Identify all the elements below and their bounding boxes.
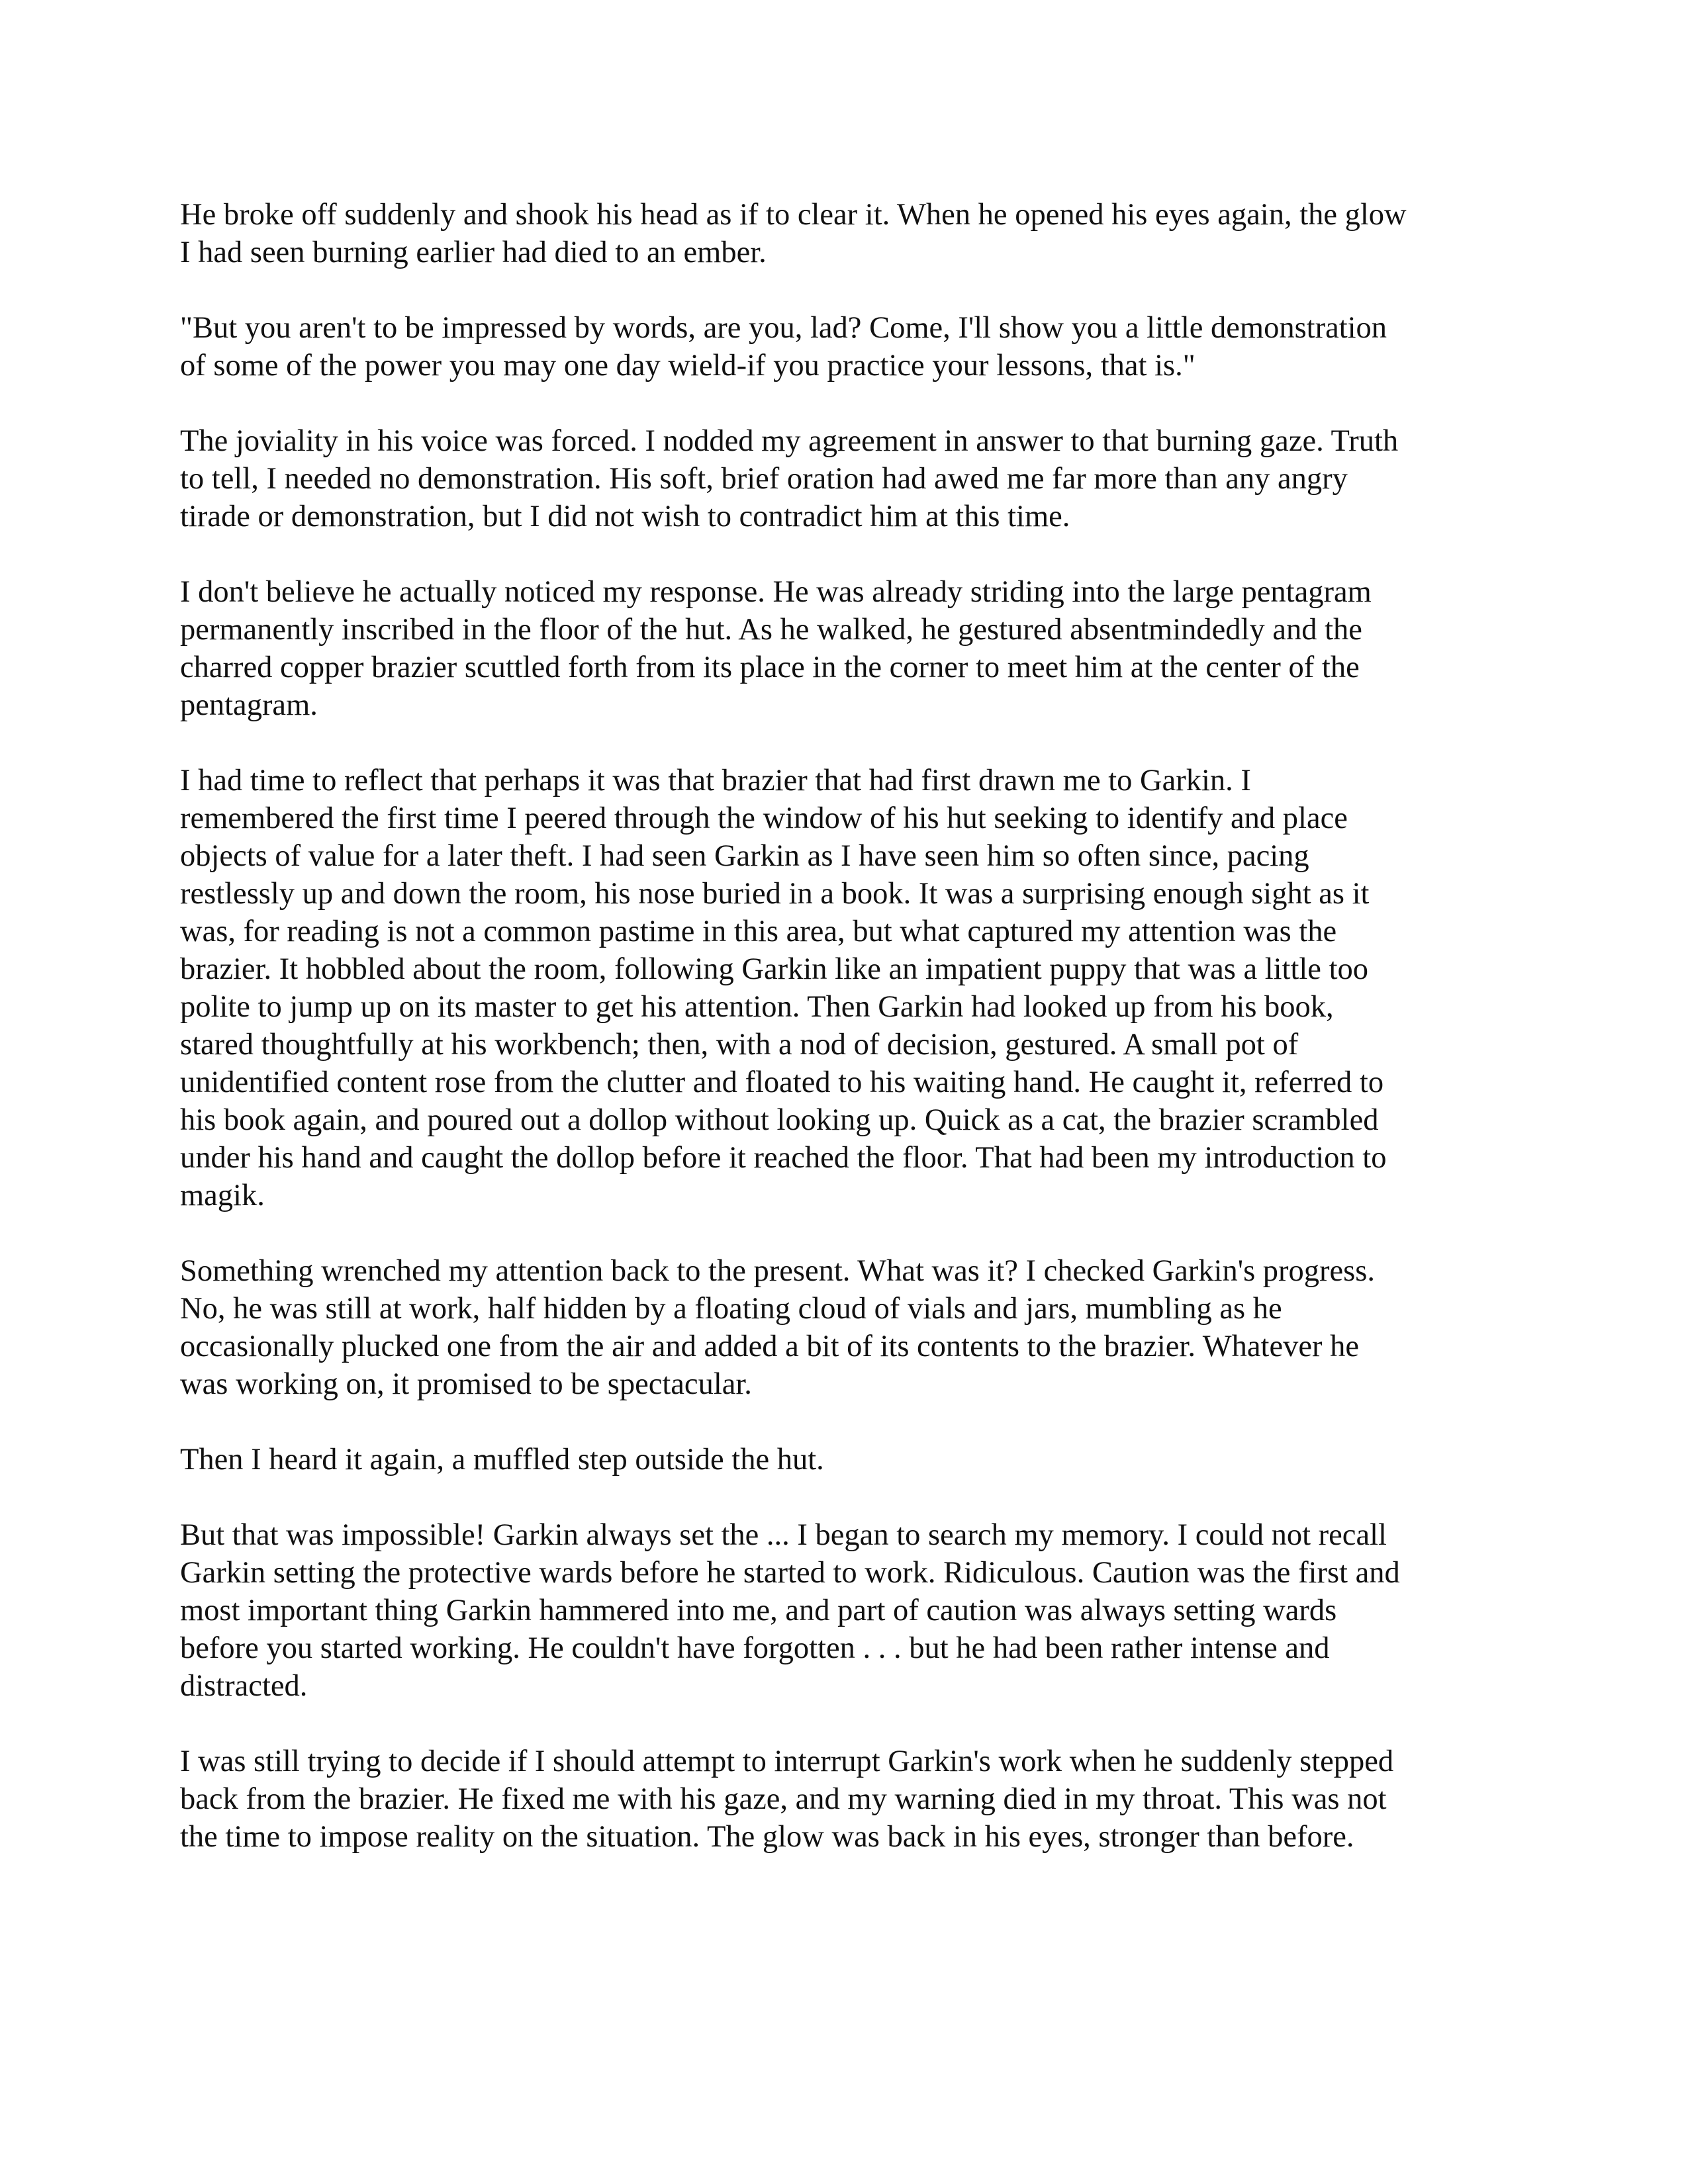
text-line: occasionally plucked one from the air and added a bit of its contents to the brazier. Whatever he	[180, 1330, 1359, 1363]
text-line: most important thing Garkin hammered into me, and part of caution was always setting wards	[180, 1594, 1337, 1627]
paragraph-7	[180, 1441, 1511, 1479]
text-line: pentagram.	[180, 688, 318, 722]
text-line: Then I heard it again, a muffled step outside the hut.	[180, 1443, 824, 1477]
text-line: before you started working. He couldn't have forgotten . . . but he had been rather intense and	[180, 1631, 1330, 1665]
document-body	[180, 196, 1511, 1893]
paragraph-1	[180, 196, 1511, 271]
text-line: back from the brazier. He fixed me with his gaze, and my warning died in my throat. This was not	[180, 1782, 1387, 1816]
paragraph-5	[180, 762, 1511, 1214]
text-line: brazier. It hobbled about the room, following Garkin like an impatient puppy that was a little too	[180, 952, 1368, 986]
text-line: But that was impossible! Garkin always set the ... I began to search my memory. I could not recall	[180, 1518, 1387, 1552]
paragraph-2	[180, 309, 1511, 385]
text-line: distracted.	[180, 1669, 308, 1703]
paragraph-9	[180, 1743, 1511, 1856]
text-line: I was still trying to decide if I should attempt to interrupt Garkin's work when he suddenly stepped	[180, 1745, 1394, 1778]
text-line: I had seen burning earlier had died to an ember.	[180, 236, 767, 269]
paragraph-8	[180, 1516, 1511, 1705]
text-line: the time to impose reality on the situation. The glow was back in his eyes, stronger than before.	[180, 1820, 1354, 1854]
text-line: under his hand and caught the dollop before it reached the floor. That had been my introduction to	[180, 1141, 1387, 1175]
text-line: his book again, and poured out a dollop without looking up. Quick as a cat, the brazier scrambled	[180, 1103, 1379, 1137]
text-line: restlessly up and down the room, his nose buried in a book. It was a surprising enough sight as it	[180, 877, 1370, 911]
text-line: of some of the power you may one day wield-if you practice your lessons, that is."	[180, 349, 1196, 383]
text-line: The joviality in his voice was forced. I nodded my agreement in answer to that burning gaze. Truth	[180, 424, 1399, 458]
text-line: objects of value for a later theft. I had seen Garkin as I have seen him so often since, pacing	[180, 839, 1309, 873]
text-line: I had time to reflect that perhaps it was that brazier that had first drawn me to Garkin. I	[180, 764, 1251, 797]
text-line: unidentified content rose from the clutter and floated to his waiting hand. He caught it, referred to	[180, 1066, 1384, 1099]
text-line: was, for reading is not a common pastime in this area, but what captured my attention was the	[180, 915, 1337, 948]
text-line: magik.	[180, 1179, 265, 1212]
text-line: "But you aren't to be impressed by words, are you, lad? Come, I'll show you a little demonstration	[180, 311, 1387, 345]
text-line: permanently inscribed in the floor of the hut. As he walked, he gestured absentmindedly and the	[180, 613, 1362, 647]
text-line: Garkin setting the protective wards before he started to work. Ridiculous. Caution was the first and	[180, 1556, 1400, 1590]
text-line: tirade or demonstration, but I did not wish to contradict him at this time.	[180, 500, 1070, 533]
text-line: He broke off suddenly and shook his head as if to clear it. When he opened his eyes again, the glow	[180, 198, 1407, 232]
text-line: stared thoughtfully at his workbench; then, with a nod of decision, gestured. A small pot of	[180, 1028, 1299, 1062]
text-line: I don't believe he actually noticed my response. He was already striding into the large pentagram	[180, 575, 1372, 609]
text-line: No, he was still at work, half hidden by a floating cloud of vials and jars, mumbling as he	[180, 1292, 1282, 1326]
paragraph-3	[180, 422, 1511, 535]
text-line: was working on, it promised to be spectacular.	[180, 1367, 752, 1401]
paragraph-6	[180, 1252, 1511, 1403]
paragraph-4	[180, 573, 1511, 724]
text-line: polite to jump up on its master to get his attention. Then Garkin had looked up from his book,	[180, 990, 1334, 1024]
text-line: Something wrenched my attention back to the present. What was it? I checked Garkin's progress.	[180, 1254, 1375, 1288]
text-line: remembered the first time I peered through the window of his hut seeking to identify and place	[180, 801, 1348, 835]
text-line: charred copper brazier scuttled forth from its place in the corner to meet him at the center of the	[180, 651, 1360, 684]
text-line: to tell, I needed no demonstration. His soft, brief oration had awed me far more than any angry	[180, 462, 1348, 496]
